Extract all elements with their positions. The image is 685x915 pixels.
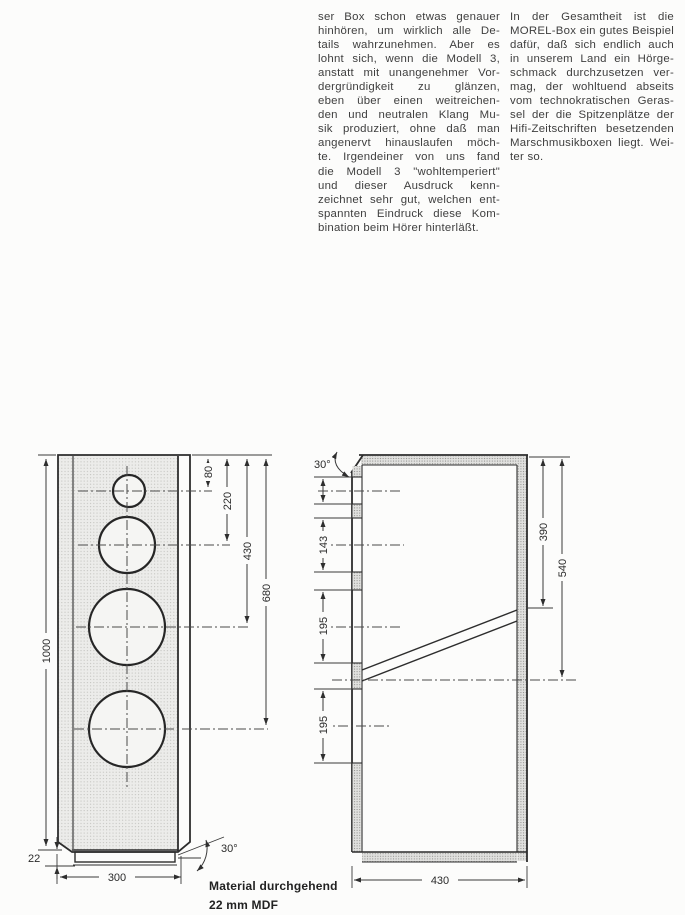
material-caption-line1: Material durchgehend — [209, 879, 338, 893]
text-line: spannten Eindruck diese Kom- — [318, 207, 500, 220]
text-line: mag, der wohltuend abseits — [510, 81, 674, 94]
dim-label-80: 80 — [203, 465, 215, 479]
text-line: bination beim Hörer hinterläßt. — [318, 221, 479, 234]
dim-label-195a: 195 — [318, 616, 330, 636]
dim-label-430-depth: 430 — [430, 875, 450, 887]
dim-label-side-angle: 30° — [314, 459, 331, 471]
material-caption — [209, 877, 338, 914]
text-line: In der Gesamtheit ist die — [510, 11, 674, 23]
dim-label-540: 540 — [557, 558, 569, 578]
dim-label-1000: 1000 — [41, 638, 53, 664]
dim-label-22: 22 — [28, 853, 41, 865]
text-line: hinhören, um wirklich alle De- — [318, 25, 500, 38]
dim-label-220: 220 — [222, 491, 234, 511]
text-line: Marschmusikboxen liegt. Wei- — [510, 137, 674, 150]
baffle-cross-sections — [353, 466, 362, 852]
text-line: sik produziert, ohne daß man — [318, 123, 500, 136]
dim-label-195b: 195 — [318, 715, 330, 735]
text-line: Hifi-Zeitschriften besetzenden — [510, 123, 674, 136]
text-line: ser Box schon etwas genauer — [318, 11, 500, 23]
text-line: MOREL-Box ein gutes Beispiel — [510, 25, 674, 38]
dim-label-143: 143 — [318, 535, 330, 555]
text-line: sel der die Spitzenplätze der — [510, 109, 674, 122]
diagonal-brace — [362, 610, 517, 681]
dim-label-680: 680 — [261, 583, 273, 603]
text-line: te. Irgendeiner von uns fand — [318, 151, 500, 164]
text-line: schmack durchzusetzen ver- — [510, 67, 674, 80]
dim-label-300: 300 — [107, 872, 127, 884]
dim-label-front-angle: 30° — [221, 843, 238, 855]
material-caption-line2: 22 mm MDF — [209, 897, 279, 912]
text-line: vom technokratischen Geras- — [510, 95, 674, 108]
text-line: angenervt hinauslaufen möch- — [318, 137, 500, 150]
text-line: ter so. — [510, 151, 544, 164]
text-line: anstatt mit unangenehmer Vor- — [318, 67, 500, 80]
text-line: dergründigkeit zu glänzen, — [318, 81, 500, 94]
text-line: dafür, daß sich endlich auch — [510, 39, 674, 52]
front-view-drawing — [28, 455, 273, 884]
text-line: den und neutralen Klang Mu- — [318, 109, 500, 122]
text-line: und dieser Ausdruck kenn- — [318, 179, 500, 192]
text-line: in unserem Land ein Hörge- — [510, 53, 674, 66]
dim-label-390: 390 — [538, 522, 550, 542]
side-view-drawing — [314, 452, 576, 888]
dim-label-430: 430 — [242, 541, 254, 561]
text-line: zeichnet sehr gut, welchen ent- — [318, 193, 500, 206]
text-line: lohnt sich, wenn die Modell 3, — [318, 53, 500, 66]
text-line: die Modell 3 "wohltemperiert" — [318, 165, 500, 178]
text-line: eben über einen weitreichen- — [318, 95, 500, 108]
text-line: tails wahrzunehmen. Aber es — [318, 39, 500, 52]
